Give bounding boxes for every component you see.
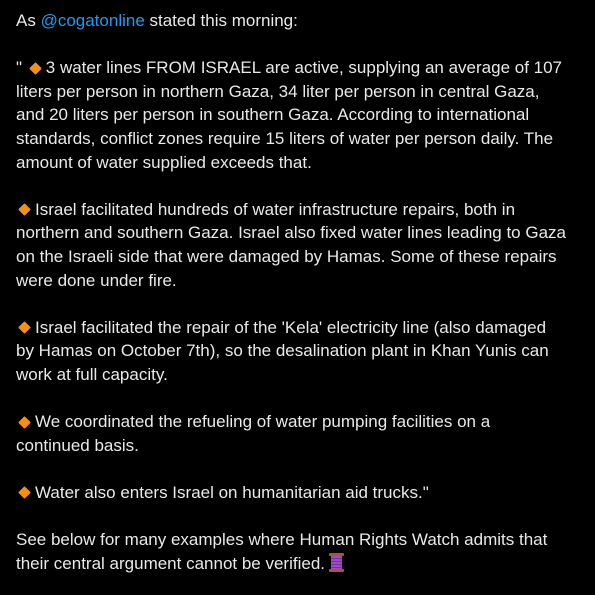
intro-line (16, 9, 586, 33)
paragraph-2-line-1 (16, 198, 586, 222)
paragraph-text: Israel facilitated hundreds of water infrastructure repairs, both in (35, 199, 516, 219)
paragraph-2-line-2: northern and southern Gaza. Israel also fixed water lines leading to Gaza (16, 223, 566, 243)
paragraph-3-line-1 (16, 316, 586, 340)
paragraph-2-line-3: on the Israeli side that were damaged by Hamas. Some of these repairs (16, 246, 557, 266)
paragraph-3-line-3: work at full capacity. (16, 364, 168, 384)
orange-diamond-icon (18, 203, 31, 216)
paragraph-text: Water also enters Israel on humanitarian aid trucks." (35, 482, 429, 502)
closing-line-2 (16, 552, 586, 576)
paragraph-1-line-2: liters per person in northern Gaza, 34 liter per person in central Gaza, (16, 81, 540, 101)
paragraph-spacer (16, 457, 586, 481)
paragraph-1-line-1 (16, 56, 586, 80)
paragraph-spacer (16, 387, 586, 411)
intro-before: As (16, 11, 41, 30)
paragraph-4-line-1 (16, 410, 586, 434)
orange-diamond-icon (18, 321, 31, 334)
quote-open: " (16, 58, 27, 78)
paragraph-text: Israel facilitated the repair of the 'Kela' electricity line (also damaged (35, 317, 547, 337)
paragraph-text: We coordinated the refueling of water pumping facilities on a (35, 412, 491, 432)
paragraph-3-line-2: by Hamas on October 7th), so the desalination plant in Khan Yunis can (16, 341, 549, 361)
orange-diamond-icon (18, 487, 31, 500)
paragraph-5-line-1 (16, 481, 586, 505)
closing-text: their central argument cannot be verified. (16, 553, 326, 573)
paragraph-1-line-3: and 20 liters per person in southern Gaza. According to international (16, 105, 530, 125)
orange-diamond-icon (29, 62, 42, 75)
paragraph-2-line-4: were done under fire. (16, 270, 177, 290)
cogat-mention-link[interactable]: @cogatonline (40, 11, 145, 30)
paragraph-1-line-5: amount of water supplied exceeds that. (16, 152, 312, 172)
paragraph-spacer (16, 292, 586, 316)
orange-diamond-icon (18, 416, 31, 429)
paragraph-spacer (16, 33, 586, 57)
paragraph-text: 3 water lines FROM ISRAEL are active, supplying an average of 107 (45, 58, 563, 78)
paragraph-spacer (16, 174, 586, 198)
intro-after: stated this morning: (144, 11, 298, 30)
paragraph-4-line-2: continued basis. (16, 435, 139, 455)
paragraph-spacer (16, 504, 586, 528)
closing-line-1: See below for many examples where Human Rights Watch admits that (16, 530, 548, 550)
paragraph-1-line-4: standards, conflict zones require 15 liters of water per person daily. The (16, 128, 554, 148)
thread-spool-icon (329, 553, 344, 572)
